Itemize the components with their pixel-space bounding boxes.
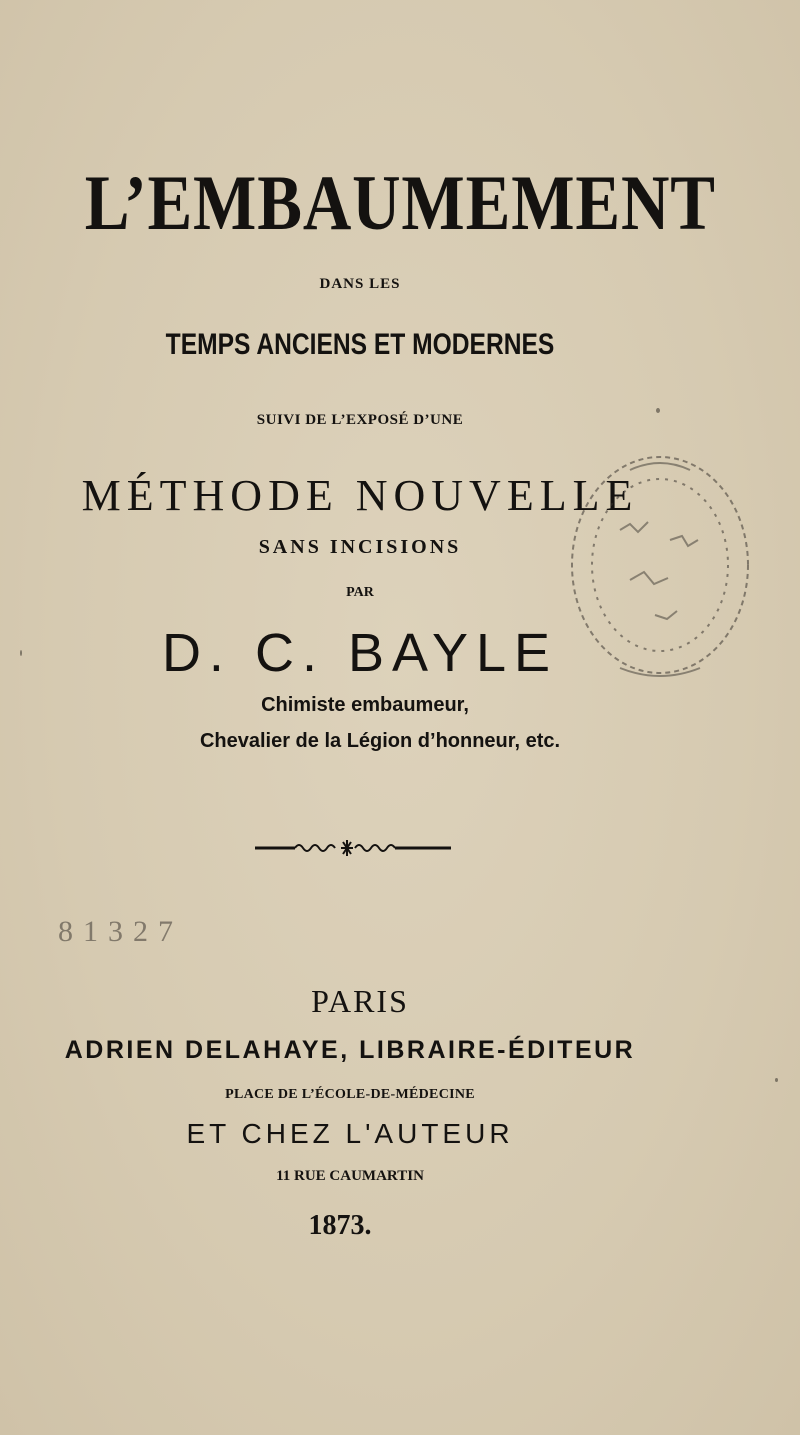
publication-city: PARIS	[311, 983, 409, 1019]
paper-speck	[656, 408, 660, 413]
author-title-1: Chimiste embaumeur,	[261, 694, 469, 716]
book-title: L’EMBAUMEMENT	[84, 159, 716, 246]
shelf-mark: 81327	[58, 915, 183, 948]
by-line: PAR	[346, 585, 374, 600]
subtitle-line-5: SANS INCISIONS	[258, 536, 462, 558]
subtitle-line-1: DANS LES	[319, 276, 401, 292]
paper-speck	[775, 1078, 778, 1082]
publisher-address: PLACE DE L’ÉCOLE-DE-MÉDECINE	[225, 1087, 475, 1102]
author-address: 11 RUE CAUMARTIN	[276, 1168, 424, 1184]
subtitle-line-3: SUIVI DE L’EXPOSÉ D’UNE	[256, 412, 464, 428]
subtitle-line-2: TEMPS ANCIENS ET MODERNES	[165, 328, 555, 361]
author-name: D. C. BAYLE	[161, 623, 559, 683]
publication-year: 1873.	[308, 1210, 372, 1241]
paper-speck	[20, 650, 22, 656]
library-stamp-icon	[560, 440, 760, 690]
author-title-2: Chevalier de la Légion d’honneur, etc.	[199, 730, 561, 752]
also-at-line: ET CHEZ L'AUTEUR	[186, 1118, 514, 1149]
ornament-divider-icon	[255, 838, 451, 858]
subtitle-line-4: MÉTHODE NOUVELLE	[81, 471, 639, 520]
publisher-name: ADRIEN DELAHAYE, LIBRAIRE-ÉDITEUR	[64, 1036, 636, 1064]
